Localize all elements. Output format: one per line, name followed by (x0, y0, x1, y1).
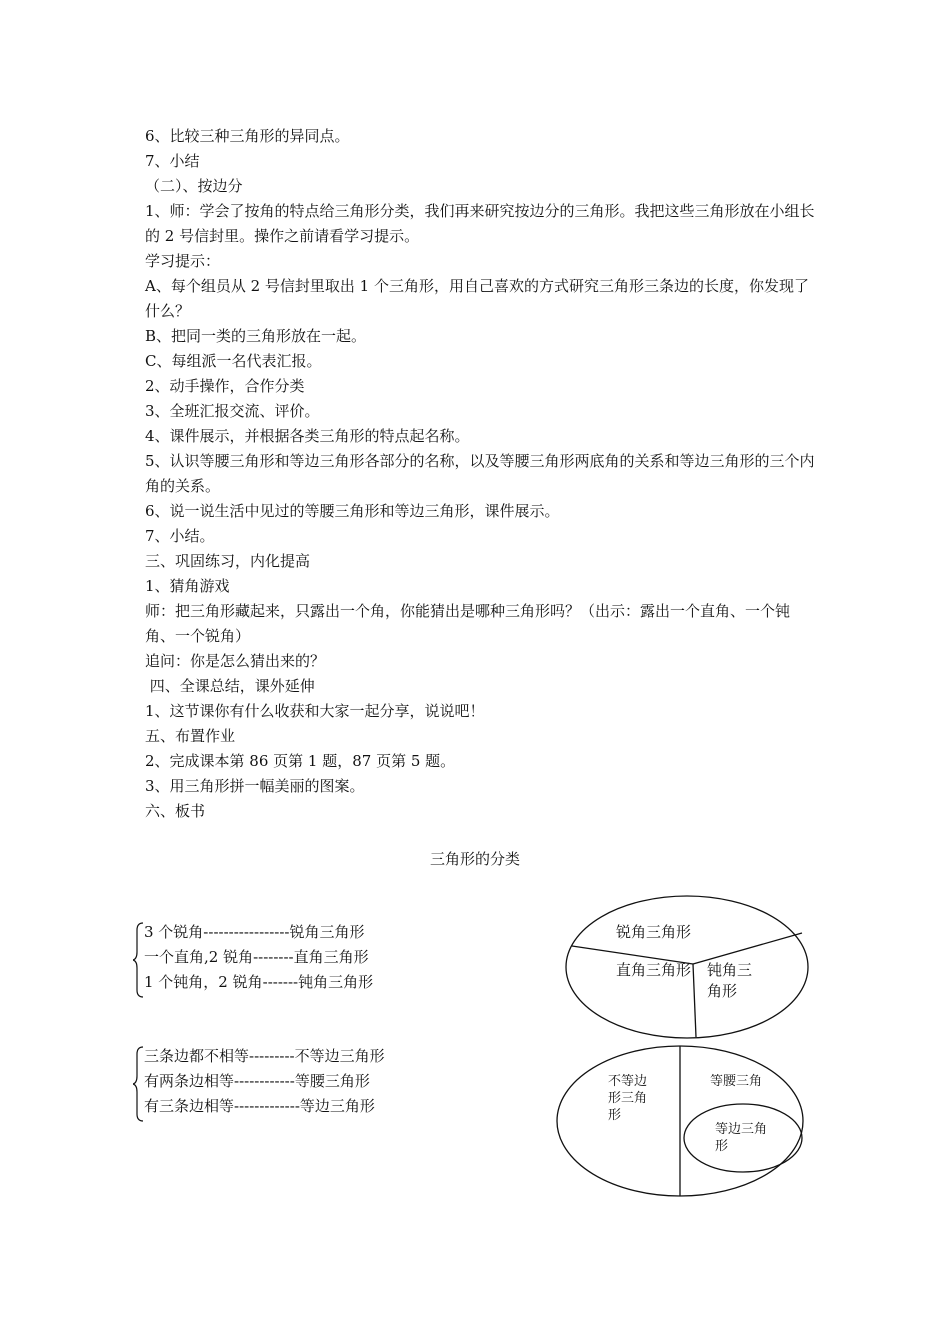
text-line: 7、小结 (145, 152, 200, 170)
text-line: 1、猜角游戏 (145, 577, 230, 595)
text-line: C、每组派一名代表汇报。 (145, 352, 322, 370)
text-line: 1、师：学会了按角的特点给三角形分类，我们再来研究按边分的三角形。我把这些三角形放在小组长的 2 号信封里。操作之前请看学习提示。 (145, 202, 815, 245)
right-label: 直角三角形 (616, 961, 692, 979)
section-heading: 六、板书 (145, 802, 206, 820)
text-line: 3、用三角形拼一幅美丽的图案。 (145, 777, 365, 795)
divider-line (693, 964, 696, 1037)
text-line: 4、课件展示，并根据各类三角形的特点起名称。 (145, 427, 470, 445)
text-line: 学习提示： (145, 252, 221, 270)
board-title: 三角形的分类 (429, 850, 520, 868)
obtuse-label: 钝角三角形 (707, 961, 753, 1000)
text-line: 5、认识等腰三角形和等边三角形各部分的名称，以及等腰三角形两底角的关系和等边三角形的三个内角的关系。 (145, 452, 815, 495)
side-rule-scalene: 三条边都不相等---------不等边三角形 (144, 1047, 385, 1065)
angle-rule-obtuse: 1 个钝角，2 锐角-------钝角三角形 (144, 973, 374, 991)
angle-rule-acute: 3 个锐角-----------------锐角三角形 (144, 923, 365, 941)
text-line: 师：把三角形藏起来，只露出一个角，你能猜出是哪种三角形吗？（出示：露出一个直角、一个钝角、一个锐角） (145, 602, 791, 645)
text-line: 追问：你是怎么猜出来的？ (145, 652, 326, 670)
side-rule-isosceles: 有两条边相等------------等腰三角形 (144, 1072, 370, 1090)
text-line: 6、说一说生活中见过的等腰三角形和等边三角形，课件展示。 (145, 502, 560, 520)
text-line: 2、动手操作，合作分类 (145, 377, 305, 395)
text-line: 1、这节课你有什么收获和大家一起分享，说说吧！ (145, 702, 485, 720)
text-line: 3、全班汇报交流、评价。 (145, 402, 320, 420)
section-heading: 五、布置作业 (145, 727, 236, 745)
side-rule-equilateral: 有三条边相等-------------等边三角形 (144, 1097, 375, 1115)
section-heading: 三、巩固练习，内化提高 (145, 552, 311, 570)
text-line: B、把同一类的三角形放在一起。 (145, 327, 367, 345)
text-line: 2、完成课本第 86 页第 1 题，87 页第 5 题。 (145, 752, 456, 770)
isosceles-label: 等腰三角 (710, 1074, 763, 1089)
text-line: 6、比较三种三角形的异同点。 (145, 127, 350, 145)
section-heading: （二）、按边分 (145, 177, 243, 195)
text-line: A、每个组员从 2 号信封里取出 1 个三角形，用自己喜欢的方式研究三角形三条边的长度，你发现了什么？ (145, 277, 809, 320)
scalene-label: 不等边形三角形 (608, 1074, 648, 1123)
text-line: 7、小结。 (145, 527, 215, 545)
angle-rule-right: 一个直角,2 锐角--------直角三角形 (144, 948, 369, 966)
acute-label: 锐角三角形 (616, 923, 692, 941)
equilateral-label: 等边三角形 (715, 1122, 768, 1154)
section-heading: 四、全课总结，课外延伸 (145, 677, 315, 695)
